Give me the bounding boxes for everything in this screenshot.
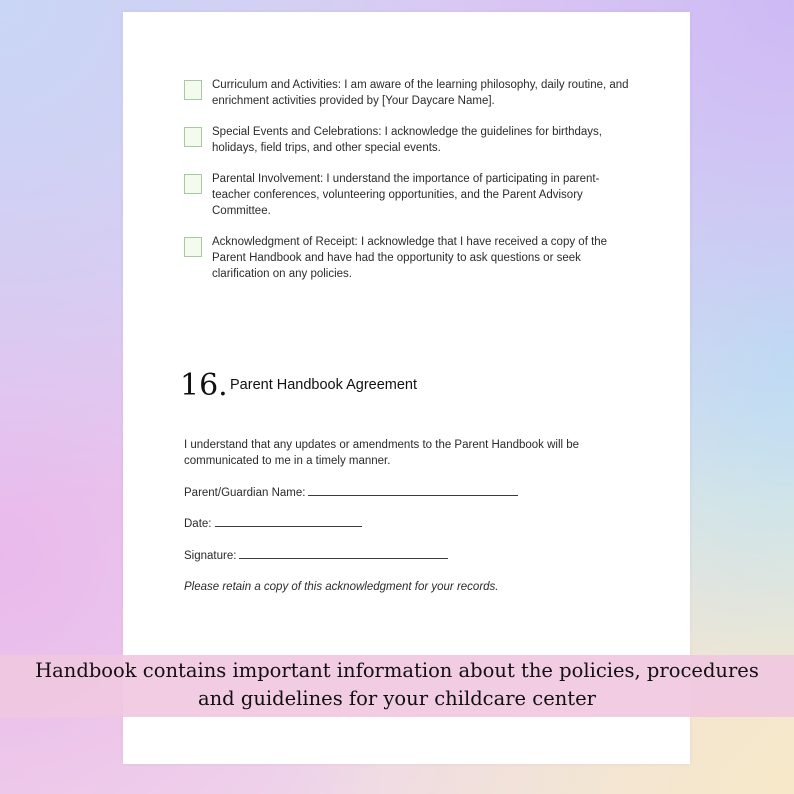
checkbox[interactable] — [184, 127, 202, 147]
parent-name-label: Parent/Guardian Name: — [184, 487, 306, 499]
checkbox[interactable] — [184, 237, 202, 257]
checklist-text: Special Events and Celebrations: I acknowledge the guidelines for birthdays, holidays, field trips, and other special events. — [212, 126, 602, 154]
checklist-text: Curriculum and Activities: I am aware of the learning philosophy, daily routine, and enrichment activities provided by [Your Daycare Name]. — [212, 79, 629, 107]
parent-name-input-line[interactable] — [308, 485, 518, 496]
checkbox[interactable] — [184, 174, 202, 194]
date-input-line[interactable] — [215, 516, 362, 527]
section-title: Parent Handbook Agreement — [230, 377, 418, 393]
date-label: Date: — [184, 518, 212, 530]
agreement-paragraph: I understand that any updates or amendments to the Parent Handbook will be communicated to me in a timely manner. — [184, 439, 580, 467]
signature-field — [184, 548, 448, 564]
checkbox[interactable] — [184, 80, 202, 100]
date-field — [184, 516, 362, 532]
signature-label: Signature: — [184, 550, 237, 562]
caption-banner — [0, 655, 794, 717]
section-number: 16. — [180, 368, 228, 403]
parent-name-field — [184, 485, 518, 501]
signature-input-line[interactable] — [239, 548, 448, 559]
checklist-text: Acknowledgment of Receipt: I acknowledge that I have received a copy of the Parent Handbook and have had the opportunity to ask questions or seek clarification on any policies. — [212, 236, 608, 280]
checklist-text: Parental Involvement: I understand the importance of participating in parent-teacher conferences, volunteering opportunities, and the Parent Advisory Committee. — [212, 173, 600, 217]
caption-text: Handbook contains important information about the policies, procedures and guidelines for your childcare center — [35, 659, 759, 710]
handbook-page — [123, 12, 690, 764]
retain-copy-note: Please retain a copy of this acknowledgment for your records. — [184, 581, 499, 593]
